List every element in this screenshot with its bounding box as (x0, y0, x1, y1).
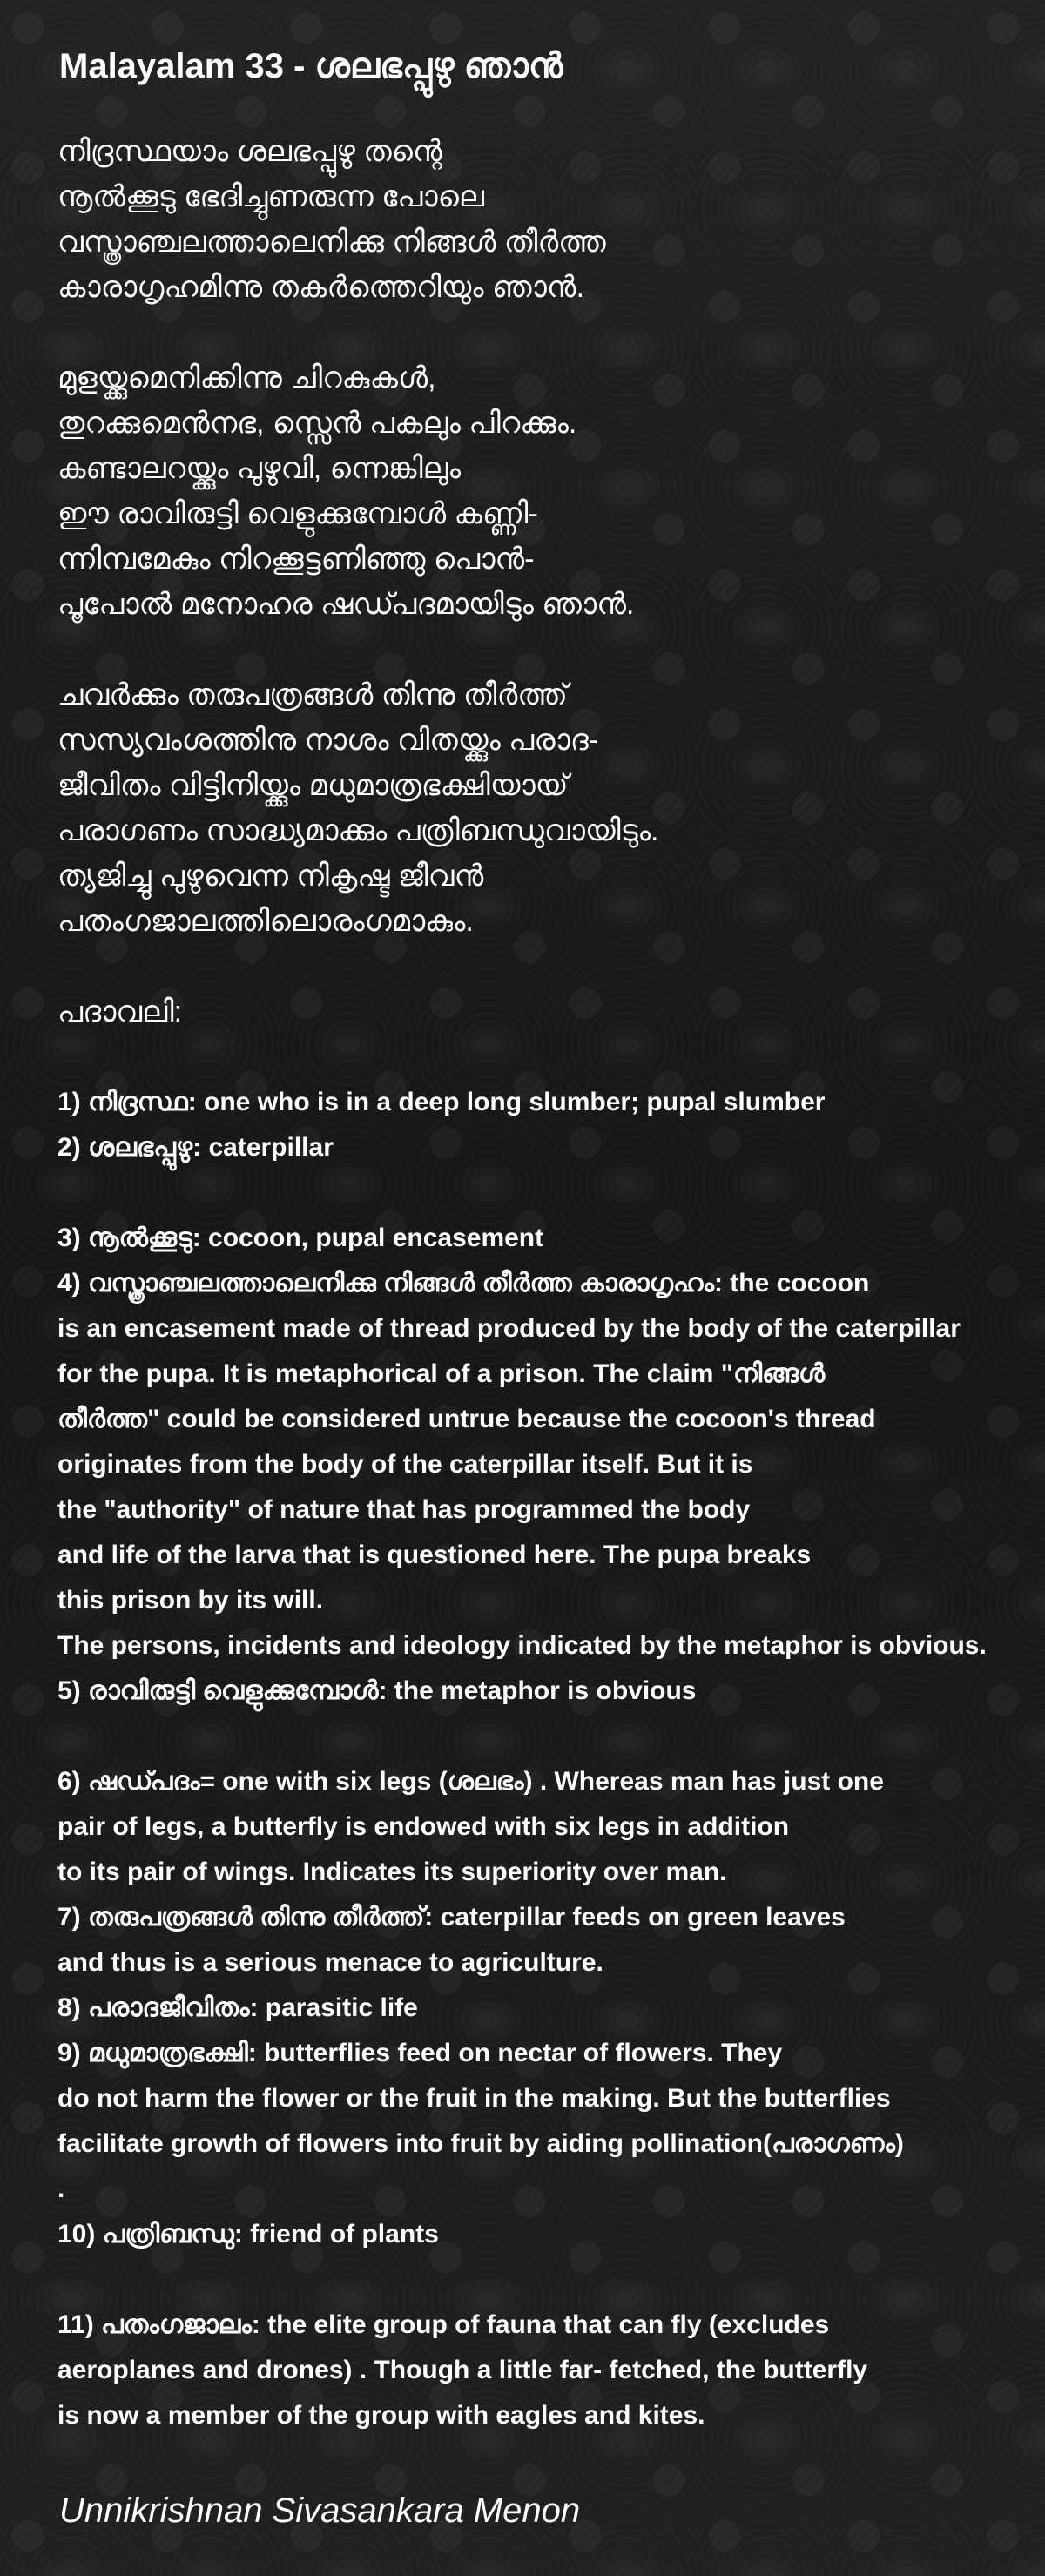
note-line: 9) മധുമാത്രഭക്ഷി: butterflies feed on nectar of flowers. They (57, 2039, 783, 2067)
poem-line: പദാവലി: (57, 995, 183, 1028)
note-line: 11) പതംഗജാലം: the elite group of fauna that can fly (excludes (57, 2310, 830, 2339)
note-line: and life of the larva that is questioned here. The pupa breaks (57, 1541, 812, 1569)
poem-body (57, 129, 1045, 2438)
note-line: 4) വസ്ത്രാഞ്ചലത്താലെനിക്കു നിങ്ങൾ തീർത്ത കാരാഗൃഹം: the cocoon (57, 1269, 870, 1298)
stanza-gap (57, 310, 1045, 355)
poem-title: Malayalam 33 - ശലഭപ്പുഴു ഞാൻ (59, 47, 563, 85)
note-line: facilitate growth of flowers into fruit by aiding pollination(പരാഗണം) (57, 2129, 904, 2158)
poem-line: സസ്യവംശത്തിനു നാശം വിതയ്ക്കും പരാദ- (57, 724, 599, 757)
note-line: 2) ശലഭപ്പുഴു: caterpillar (57, 1133, 334, 1162)
note-line: originates from the body of the caterpillar itself. But it is (57, 1450, 753, 1479)
stanza (57, 672, 1045, 944)
note-line: is now a member of the group with eagles and kites. (57, 2401, 705, 2430)
note-line: 8) പരാദജീവിതം: parasitic life (57, 1993, 418, 2022)
notes-gap (57, 2257, 1045, 2303)
note-line: for the pupa. It is metaphorical of a prison. The claim "നിങ്ങൾ (57, 1359, 826, 1388)
poem-line: പരാഗണം സാദ്ധ്യമാക്കും പത്രിബന്ധുവായിടും. (57, 814, 659, 847)
note-line: is an encasement made of thread produced by the body of the caterpillar (57, 1314, 961, 1343)
note-line: pair of legs, a butterfly is endowed with six legs in addition (57, 1812, 790, 1841)
poem-line: നൂൽക്കൂടു ഭേദിച്ചുണരുന്ന പോലെ (57, 180, 484, 213)
note-line: 1) നിദ്രസ്ഥ: one who is in a deep long slumber; pupal slumber (57, 1088, 826, 1116)
author-name: Unnikrishnan Sivasankara Menon (59, 2492, 581, 2530)
poem-line: കാരാഗൃഹമിന്നു തകർത്തെറിയും ഞാൻ. (57, 271, 585, 304)
poem-line: ത്യജിച്ചു പുഴുവെന്ന നികൃഷ്ട ജീവൻ (57, 860, 484, 893)
notes-gap (57, 1714, 1045, 1759)
glossary-notes (57, 1216, 1045, 1714)
note-line: 5) രാവിരുട്ടി വെളുക്കുമ്പോൾ: the metaphor is obvious (57, 1676, 697, 1705)
glossary-notes (57, 2303, 1045, 2438)
poem-line: ഈ രാവിരുട്ടി വെളുക്കുമ്പോൾ കണ്ണി- (57, 497, 538, 530)
note-line: The persons, incidents and ideology indicated by the metaphor is obvious. (57, 1631, 987, 1660)
poem-line: ചവർക്കും തരുപത്രങ്ങൾ തിന്നു തീർത്ത് (57, 678, 568, 711)
stanza (57, 355, 1045, 627)
note-line: 7) തരുപത്രങ്ങൾ തിന്നു തീർത്ത്: caterpillar feeds on green leaves (57, 1903, 846, 1932)
poem-line: തുറക്കുമെൻനഭ, സ്സെൻ പകലും പിറക്കും. (57, 407, 577, 440)
note-line: and thus is a serious menace to agriculture. (57, 1948, 603, 1977)
stanza-gap (57, 944, 1045, 989)
poem-line: ജീവിതം വിട്ടിനിയ്ക്കും മധുമാത്രഭക്ഷിയായ് (57, 769, 569, 802)
note-line: to its pair of wings. Indicates its superiority over man. (57, 1858, 727, 1886)
note-line: 6) ഷഡ്പദം= one with six legs (ശലഭം) . Whereas man has just one (57, 1767, 884, 1796)
note-line: . (57, 2175, 65, 2203)
stanza-gap (57, 1035, 1045, 1080)
stanza (57, 129, 1045, 310)
poem-line: പൂപോൽ മനോഹര ഷഡ്പദമായിടും ഞാൻ. (57, 588, 635, 621)
notes-gap (57, 1170, 1045, 1216)
poem-line: പതംഗജാലത്തിലൊരംഗമാകും. (57, 905, 474, 938)
note-line: 3) നൂൽക്കൂടു: cocoon, pupal encasement (57, 1224, 544, 1252)
poem-line: മുളയ്ക്കുമെനിക്കിന്നു ചിറകുകൾ, (57, 361, 436, 394)
note-line: do not harm the flower or the fruit in the making. But the butterflies (57, 2084, 891, 2113)
glossary-notes (57, 1080, 1045, 1170)
note-line: തീർത്ത" could be considered untrue because the cocoon's thread (57, 1405, 876, 1433)
stanza-gap (57, 627, 1045, 672)
glossary-notes (57, 1759, 1045, 2257)
note-line: 10) പത്രിബന്ധു: friend of plants (57, 2220, 439, 2249)
note-line: this prison by its will. (57, 1586, 324, 1615)
poem-line: കണ്ടാലറയ്ക്കും പുഴുവി, ന്നെങ്കിലും (57, 452, 461, 485)
poem-line: ന്നിമ്പമേകും നിറക്കൂട്ടണിഞ്ഞു പൊൻ- (57, 543, 535, 576)
poem-line: വസ്ത്രാഞ്ചലത്താലെനിക്കു നിങ്ങൾ തീർത്ത (57, 226, 606, 259)
note-line: aeroplanes and drones) . Though a little far- fetched, the butterfly (57, 2356, 868, 2384)
glossary-heading (57, 989, 1045, 1035)
note-line: the "authority" of nature that has programmed the body (57, 1495, 751, 1524)
poem-line: നിദ്രസ്ഥയാം ശലഭപ്പുഴു തന്റെ (57, 135, 442, 168)
